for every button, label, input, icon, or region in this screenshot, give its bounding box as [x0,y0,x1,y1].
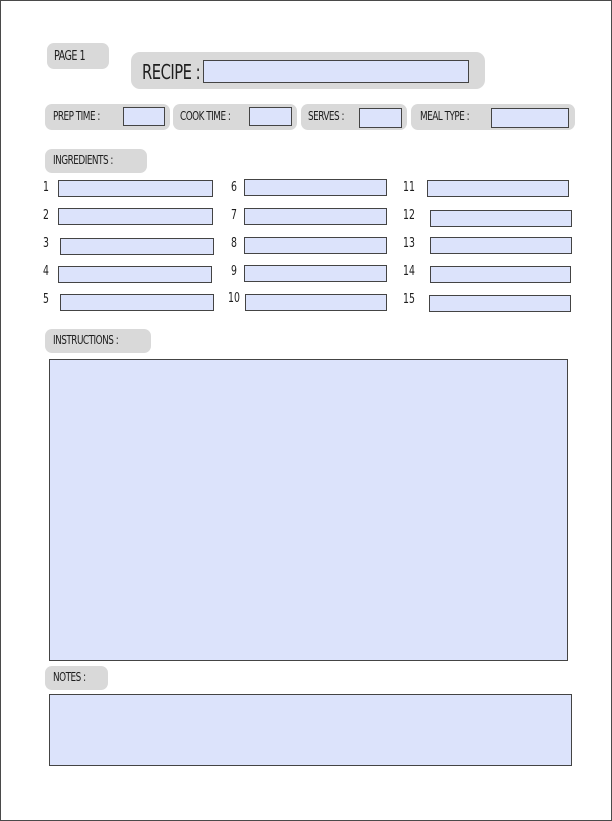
ingredient-field-10[interactable] [245,294,387,311]
ingredient-field-12[interactable] [430,210,572,227]
ingredient-number: 2 [43,208,49,223]
ingredient-number: 6 [231,180,237,195]
ingredient-field-15[interactable] [429,295,571,312]
notes-label: NOTES : [53,670,86,684]
ingredient-field-1[interactable] [58,180,213,197]
ingredient-field-9[interactable] [244,265,387,282]
meal-type-label: MEAL TYPE : [420,109,470,123]
ingredient-field-7[interactable] [244,208,387,225]
ingredient-number: 12 [403,208,415,223]
ingredient-field-2[interactable] [58,208,213,225]
cook-time-label: COOK TIME : [180,109,231,123]
ingredient-field-11[interactable] [427,180,569,197]
ingredient-number: 1 [43,180,49,195]
page-label: PAGE 1 [54,49,86,64]
instructions-label: INSTRUCTIONS : [53,333,119,347]
ingredient-field-5[interactable] [60,294,214,311]
serves-field[interactable] [359,108,402,128]
ingredient-number: 10 [228,291,240,306]
ingredient-number: 3 [43,236,49,251]
ingredient-field-14[interactable] [430,266,571,283]
ingredient-number: 15 [403,292,415,307]
cook-time-field[interactable] [249,107,292,126]
ingredient-number: 4 [43,264,49,279]
ingredient-number: 7 [231,208,237,223]
prep-time-field[interactable] [123,107,165,126]
ingredient-field-13[interactable] [430,237,572,254]
ingredients-label: INGREDIENTS : [53,153,113,167]
ingredient-field-6[interactable] [244,179,387,196]
ingredient-field-3[interactable] [60,238,214,255]
ingredient-field-8[interactable] [244,237,387,254]
ingredient-number: 8 [231,236,237,251]
ingredient-number: 5 [43,292,49,307]
serves-label: SERVES : [308,109,344,123]
ingredient-number: 14 [403,264,415,279]
ingredient-number: 9 [231,264,237,279]
recipe-label: RECIPE : [142,60,201,84]
ingredient-number: 11 [403,180,415,195]
instructions-field[interactable] [49,359,568,661]
notes-field[interactable] [49,694,572,766]
recipe-name-field[interactable] [203,60,469,83]
meal-type-field[interactable] [491,108,569,128]
prep-time-label: PREP TIME : [53,109,100,123]
ingredient-number: 13 [403,236,415,251]
ingredient-field-4[interactable] [58,266,212,283]
